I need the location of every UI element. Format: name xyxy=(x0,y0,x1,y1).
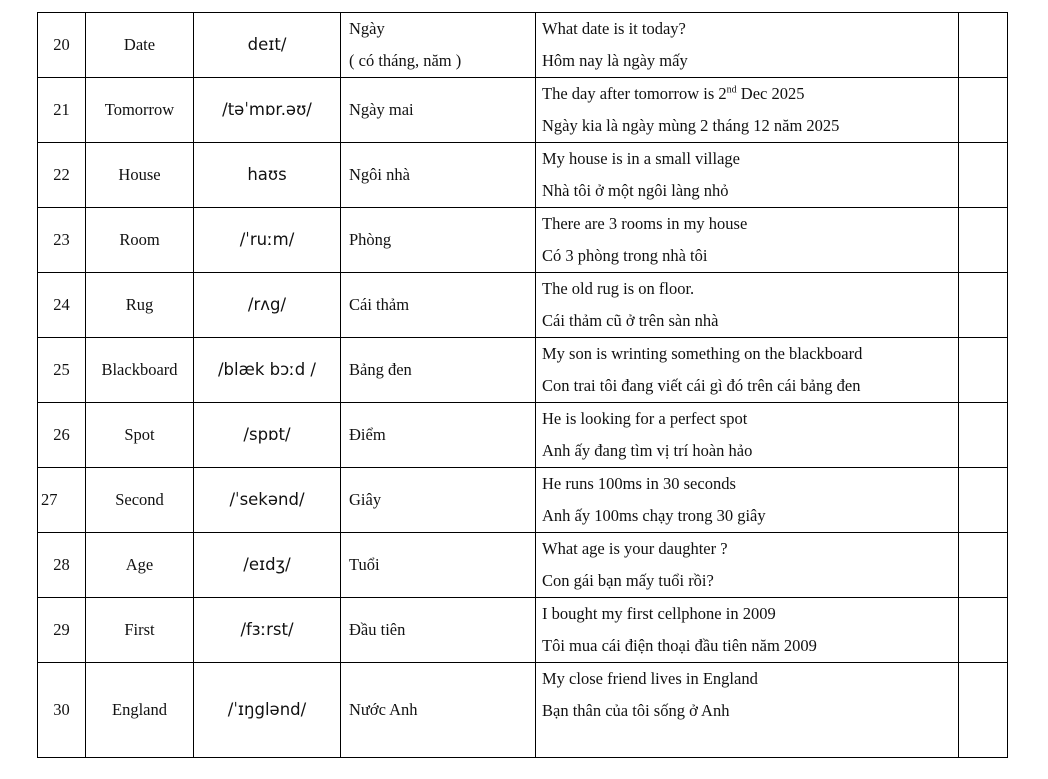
pronunciation: /təˈmɒr.əʊ/ xyxy=(194,78,341,143)
example-english: My close friend lives in England xyxy=(542,669,758,688)
pronunciation: /ˈɪŋglənd/ xyxy=(194,663,341,758)
meaning-text: Ngày xyxy=(349,19,385,38)
meaning-text: Ngày mai xyxy=(341,78,536,143)
table-row xyxy=(38,208,1008,273)
example-vietnamese: Anh ấy 100ms chạy trong 30 giây xyxy=(542,506,766,525)
empty-cell xyxy=(959,13,1008,78)
example-vietnamese: Hôm nay là ngày mấy xyxy=(542,51,688,70)
example-vietnamese: Nhà tôi ở một ngôi làng nhỏ xyxy=(542,181,729,200)
table-row xyxy=(38,13,1008,78)
table-row xyxy=(38,663,1008,758)
table-row xyxy=(38,468,1008,533)
table-row xyxy=(38,533,1008,598)
empty-cell xyxy=(959,273,1008,338)
table-row xyxy=(38,273,1008,338)
example-cell xyxy=(536,403,959,468)
row-number: 22 xyxy=(38,143,86,208)
table-row xyxy=(38,598,1008,663)
vocab-word: First xyxy=(86,598,194,663)
pronunciation: deɪt/ xyxy=(194,13,341,78)
ordinal-suffix: nd xyxy=(726,84,737,96)
meaning-note: ( có tháng, năm ) xyxy=(349,51,462,70)
vocab-word: Second xyxy=(86,468,194,533)
meaning-text: Tuổi xyxy=(341,533,536,598)
empty-cell xyxy=(959,208,1008,273)
example-cell xyxy=(536,208,959,273)
example-cell xyxy=(536,338,959,403)
example-vietnamese: Bạn thân của tôi sống ở Anh xyxy=(542,701,730,720)
example-english xyxy=(542,78,958,110)
empty-cell xyxy=(959,663,1008,758)
vocab-word: Spot xyxy=(86,403,194,468)
meaning-text: Ngôi nhà xyxy=(341,143,536,208)
row-number: 26 xyxy=(38,403,86,468)
example-english: My house is in a small village xyxy=(542,149,740,168)
table-row xyxy=(38,143,1008,208)
table-row xyxy=(38,403,1008,468)
example-vietnamese: Cái thảm cũ ở trên sàn nhà xyxy=(542,311,719,330)
table-row xyxy=(38,78,1008,143)
vocab-word: Age xyxy=(86,533,194,598)
meaning-text: Bảng đen xyxy=(341,338,536,403)
example-cell xyxy=(536,598,959,663)
row-number: 30 xyxy=(38,663,86,758)
pronunciation: haʊs xyxy=(194,143,341,208)
vocab-word: Rug xyxy=(86,273,194,338)
example-cell xyxy=(536,13,959,78)
example-english: My son is wrinting something on the blackboard xyxy=(542,344,863,363)
example-vietnamese: Có 3 phòng trong nhà tôi xyxy=(542,246,708,265)
example-english: What age is your daughter ? xyxy=(542,539,728,558)
row-number: 25 xyxy=(38,338,86,403)
example-vietnamese: Tôi mua cái điện thoại đầu tiên năm 2009 xyxy=(542,636,817,655)
example-vietnamese: Con gái bạn mấy tuổi rồi? xyxy=(542,571,714,590)
example-english: There are 3 rooms in my house xyxy=(542,214,748,233)
example-cell xyxy=(536,533,959,598)
empty-cell xyxy=(959,143,1008,208)
pronunciation: /blæk bɔːd / xyxy=(194,338,341,403)
example-english-part: Dec 2025 xyxy=(736,84,805,103)
empty-cell xyxy=(959,533,1008,598)
meaning-text: Nước Anh xyxy=(341,663,536,758)
empty-cell xyxy=(959,78,1008,143)
pronunciation: /eɪdʒ/ xyxy=(194,533,341,598)
pronunciation: /ˈsekənd/ xyxy=(194,468,341,533)
table-row xyxy=(38,338,1008,403)
vocab-word: House xyxy=(86,143,194,208)
meaning-text: Đầu tiên xyxy=(341,598,536,663)
empty-cell xyxy=(959,468,1008,533)
example-cell xyxy=(536,143,959,208)
vocab-word: England xyxy=(86,663,194,758)
row-number: 21 xyxy=(38,78,86,143)
row-number: 28 xyxy=(38,533,86,598)
meaning-text: Cái thảm xyxy=(341,273,536,338)
example-english-part: The day after tomorrow is 2 xyxy=(542,84,727,103)
vocab-word: Room xyxy=(86,208,194,273)
vocab-word: Date xyxy=(86,13,194,78)
example-vietnamese: Ngày kia là ngày mùng 2 tháng 12 năm 2025 xyxy=(542,116,840,135)
example-english: He is looking for a perfect spot xyxy=(542,409,748,428)
row-number: 29 xyxy=(38,598,86,663)
empty-cell xyxy=(959,338,1008,403)
row-number: 23 xyxy=(38,208,86,273)
meaning-text: Phòng xyxy=(341,208,536,273)
example-cell xyxy=(536,468,959,533)
row-number: 27 xyxy=(38,468,86,533)
vocabulary-table xyxy=(37,12,1008,758)
vocab-word: Blackboard xyxy=(86,338,194,403)
example-cell xyxy=(536,273,959,338)
pronunciation: /spɒt/ xyxy=(194,403,341,468)
row-number: 24 xyxy=(38,273,86,338)
example-english: The old rug is on floor. xyxy=(542,279,695,298)
pronunciation: /ˈruːm/ xyxy=(194,208,341,273)
vocab-word: Tomorrow xyxy=(86,78,194,143)
meaning-cell xyxy=(341,13,536,78)
example-cell xyxy=(536,78,959,143)
pronunciation: /fɜːrst/ xyxy=(194,598,341,663)
example-english: What date is it today? xyxy=(542,19,686,38)
example-cell xyxy=(536,663,959,758)
example-vietnamese: Con trai tôi đang viết cái gì đó trên cái bảng đen xyxy=(542,376,861,395)
pronunciation: /rʌg/ xyxy=(194,273,341,338)
example-vietnamese: Anh ấy đang tìm vị trí hoàn hảo xyxy=(542,441,753,460)
meaning-text: Giây xyxy=(341,468,536,533)
example-english: I bought my first cellphone in 2009 xyxy=(542,604,776,623)
row-number: 20 xyxy=(38,13,86,78)
example-english: He runs 100ms in 30 seconds xyxy=(542,474,736,493)
empty-cell xyxy=(959,403,1008,468)
empty-cell xyxy=(959,598,1008,663)
meaning-text: Điểm xyxy=(341,403,536,468)
